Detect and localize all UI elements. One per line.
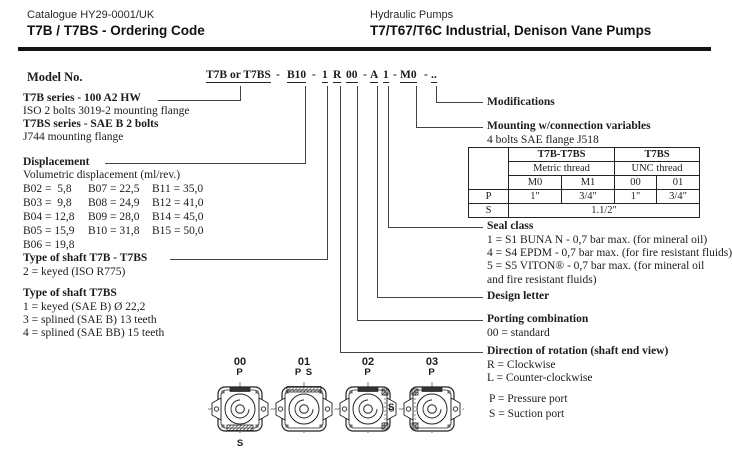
- porting-diagram-03: [400, 356, 464, 439]
- porting-diagram-00: [208, 356, 272, 449]
- design-letter-title: Design letter: [487, 290, 550, 302]
- code-segment-seal: 1: [383, 69, 389, 81]
- rotation-option: L = Counter-clockwise: [487, 372, 593, 384]
- table-row-label: P: [469, 190, 509, 204]
- displacement-value: B14 = 45,0: [152, 211, 204, 223]
- diagram-code: 03: [425, 356, 439, 368]
- connector-modifications: [436, 102, 483, 103]
- code-separator: -: [312, 69, 316, 81]
- model-no-label: Model No.: [27, 70, 83, 84]
- series-desc: ISO 2 bolts 3019-2 mounting flange: [23, 105, 190, 117]
- code-separator: -: [424, 69, 428, 81]
- connector-design: [377, 86, 378, 297]
- header-rule: [18, 47, 711, 51]
- series-title: T7B series - 100 A2 HW: [23, 92, 141, 104]
- suction-port-legend: S = Suction port: [489, 408, 565, 420]
- connector-rotation: [340, 352, 483, 353]
- series-desc2: J744 mounting flange: [23, 131, 124, 143]
- diagram-top-port-label: P S: [294, 367, 314, 378]
- shaft-t7bs-option: 4 = splined (SAE BB) 15 teeth: [23, 327, 165, 339]
- displacement-value: B03 = 9,8: [23, 197, 72, 209]
- pressure-port-legend: P = Pressure port: [489, 393, 568, 405]
- table-code: 01: [657, 176, 700, 190]
- table-code: M1: [562, 176, 615, 190]
- connector-porting: [357, 86, 358, 320]
- pump-drawing: [208, 378, 272, 434]
- code-segment-modifications: ..: [431, 69, 437, 81]
- displacement-value: B05 = 15,9: [23, 225, 75, 237]
- table-thread-header: UNC thread: [615, 162, 700, 176]
- mounting-title: Mounting w/connection variables: [487, 120, 651, 132]
- pump-icon: [400, 378, 464, 439]
- displacement-value: B09 = 28,0: [88, 211, 140, 223]
- porting-option: 00 = standard: [487, 327, 550, 339]
- code-separator: -: [393, 69, 397, 81]
- connector-shaft: [327, 86, 328, 259]
- pump-drawing: [400, 378, 464, 434]
- diagram-code: 01: [297, 356, 311, 368]
- porting-diagram-01: [272, 356, 336, 439]
- mounting-table: [468, 147, 700, 218]
- shaft-t7b-option: 2 = keyed (ISO R775): [23, 266, 126, 278]
- diagram-code: 00: [233, 356, 247, 368]
- rotation-option: R = Clockwise: [487, 359, 556, 371]
- connector-series: [240, 86, 241, 100]
- table-value: 1": [509, 190, 562, 204]
- product-family: Hydraulic Pumps: [370, 9, 454, 21]
- modifications-title: Modifications: [487, 96, 555, 108]
- code-segment-porting: 00: [346, 69, 358, 81]
- connector-rotation: [340, 86, 341, 352]
- connector-displacement: [105, 163, 306, 164]
- displacement-value: B06 = 19,8: [23, 239, 75, 251]
- code-segment-design: A: [370, 69, 379, 81]
- diagram-bottom-port-label: S: [236, 438, 244, 449]
- product-title: T7/T67/T6C Industrial, Denison Vane Pumps: [370, 23, 652, 38]
- page-title: T7B / T7BS - Ordering Code: [27, 23, 205, 38]
- pump-drawing: [272, 378, 336, 434]
- connector-series: [158, 100, 241, 101]
- rotation-title: Direction of rotation (shaft end view): [487, 345, 669, 357]
- shaft-t7bs-option: 1 = keyed (SAE B) Ø 22,2: [23, 301, 146, 313]
- code-segment-shaft: 1: [322, 69, 328, 81]
- diagram-top-port-label: P: [364, 367, 372, 378]
- code-separator: -: [276, 69, 280, 81]
- table-corner-cell: [469, 148, 509, 190]
- pump-icon: [208, 378, 272, 439]
- porting-title: Porting combination: [487, 313, 589, 325]
- displacement-title: Displacement: [23, 156, 90, 168]
- seal-option: 5 = S5 VITON® - 0,7 bar max. (for mineral oil and fire resistant fluids): [487, 260, 705, 286]
- connector-seal: [388, 86, 389, 227]
- seal-option: 1 = S1 BUNA N - 0,7 bar max. (for mineral oil): [487, 234, 708, 246]
- table-value: 1.1/2": [509, 204, 700, 218]
- connector-mounting: [416, 127, 483, 128]
- code-separator: -: [363, 69, 367, 81]
- connector-porting: [357, 320, 483, 321]
- diagram-top-port-label: P: [236, 367, 244, 378]
- catalogue-number: Catalogue HY29-0001/UK: [27, 9, 155, 21]
- connector-design: [377, 297, 483, 298]
- code-segment-displacement: B10: [287, 69, 307, 81]
- displacement-value: B04 = 12,8: [23, 211, 75, 223]
- series-title2: T7BS series - SAE B 2 bolts: [23, 118, 159, 130]
- shaft-t7bs-option: 3 = splined (SAE B) 13 teeth: [23, 314, 157, 326]
- displacement-value: B02 = 5,8: [23, 183, 72, 195]
- code-segment-mounting: M0: [400, 69, 417, 81]
- seal-title: Seal class: [487, 220, 534, 232]
- displacement-value: B08 = 24,9: [88, 197, 140, 209]
- connector-seal: [388, 227, 483, 228]
- table-row-label: S: [469, 204, 509, 218]
- displacement-value: B12 = 41,0: [152, 197, 204, 209]
- porting-diagram-02: [336, 356, 400, 439]
- table-code: 00: [615, 176, 657, 190]
- connector-shaft: [170, 259, 328, 260]
- table-value: 3/4": [657, 190, 700, 204]
- shaft-t7bs-title: Type of shaft T7BS: [23, 287, 117, 299]
- seal-option: 4 = S4 EPDM - 0,7 bar max. (for fire resistant fluids): [487, 247, 732, 259]
- diagram-side-port-label: S: [388, 402, 395, 413]
- table-thread-header: Metric thread: [509, 162, 615, 176]
- diagram-code: 02: [361, 356, 375, 368]
- code-segment-series: T7B or T7BS: [206, 69, 271, 81]
- displacement-value: B15 = 50,0: [152, 225, 204, 237]
- code-segment-rotation: R: [333, 69, 342, 81]
- displacement-subtitle: Volumetric displacement (ml/rev.): [23, 169, 181, 181]
- table-group-header: T7BS: [615, 148, 700, 162]
- connector-mounting: [416, 86, 417, 127]
- connector-modifications: [436, 86, 437, 102]
- shaft-t7b-title: Type of shaft T7B - T7BS: [23, 252, 148, 264]
- table-value: 1": [615, 190, 657, 204]
- displacement-value: B07 = 22,5: [88, 183, 140, 195]
- mounting-subtitle: 4 bolts SAE flange J518: [487, 134, 599, 146]
- displacement-value: B11 = 35,0: [152, 183, 204, 195]
- displacement-value: B10 = 31,8: [88, 225, 140, 237]
- table-code: M0: [509, 176, 562, 190]
- diagram-top-port-label: P: [428, 367, 436, 378]
- table-value: 3/4": [562, 190, 615, 204]
- pump-icon: [272, 378, 336, 439]
- connector-displacement: [305, 86, 306, 163]
- table-group-header: T7B-T7BS: [509, 148, 615, 162]
